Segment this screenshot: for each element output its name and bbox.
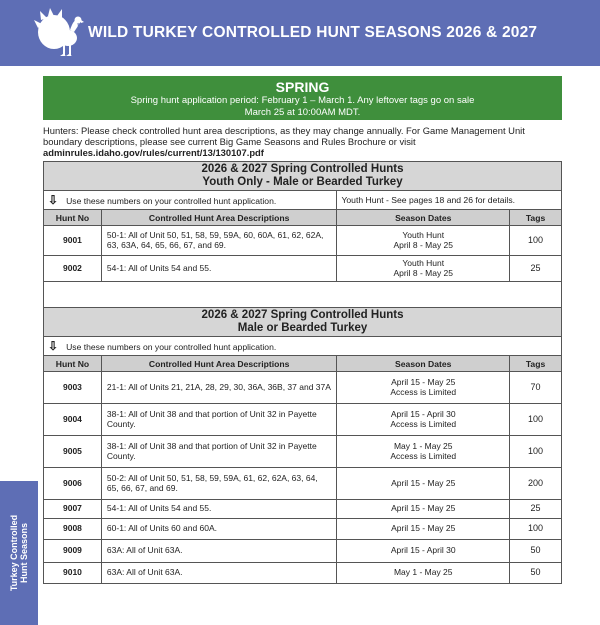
col-area: Controlled Hunt Area Descriptions <box>101 210 337 226</box>
season-dates: April 15 - April 30 <box>337 540 510 563</box>
access-note: Access is Limited <box>390 386 457 397</box>
season-range: April 15 - May 25 <box>391 376 456 387</box>
hunter-notice <box>43 125 562 159</box>
instruction-row <box>44 191 562 210</box>
table-subtitle: Youth Only - Male or Bearded Turkey <box>202 176 403 188</box>
area-description: 63A: All of Unit 63A. <box>101 540 337 563</box>
leftover-tags-sale: March 25 at 10:00AM MDT. <box>244 106 361 118</box>
rules-link[interactable]: adminrules.idaho.gov/rules/current/13/130107.pdf <box>43 147 264 159</box>
col-dates: Season Dates <box>337 356 510 372</box>
tag-count: 100 <box>510 519 562 540</box>
hunt-number: 9008 <box>44 519 102 540</box>
col-tags: Tags <box>510 210 562 226</box>
spring-heading: SPRING <box>275 79 330 95</box>
season-range: May 1 - May 25 <box>393 440 453 451</box>
table-row <box>44 226 562 256</box>
table-title: 2026 & 2027 Spring Controlled Hunts <box>201 309 404 321</box>
table-title: 2026 & 2027 Spring Controlled Hunts <box>201 163 404 175</box>
table-subtitle: Male or Bearded Turkey <box>237 322 368 334</box>
season-label: Youth Hunt <box>402 257 445 268</box>
instruction-row <box>44 337 562 356</box>
area-description: 38-1: All of Unit 38 and that portion of Unit 32 in Payette County. <box>101 436 337 468</box>
season-dates: April 15 - May 25 <box>337 468 510 500</box>
tag-count: 100 <box>510 404 562 436</box>
hunt-number: 9001 <box>44 226 102 256</box>
hunt-number: 9002 <box>44 256 102 282</box>
season-dates <box>337 226 510 256</box>
season-dates <box>337 436 510 468</box>
col-area: Controlled Hunt Area Descriptions <box>101 356 337 372</box>
season-range: April 8 - May 25 <box>393 267 454 278</box>
table-spacer <box>43 280 562 307</box>
hunt-number: 9006 <box>44 468 102 500</box>
table-row <box>44 500 562 519</box>
section-side-tab <box>0 481 38 625</box>
col-hunt-no: Hunt No <box>44 356 102 372</box>
hunt-number: 9005 <box>44 436 102 468</box>
hunt-number: 9009 <box>44 540 102 563</box>
table-row <box>44 519 562 540</box>
hunt-number: 9004 <box>44 404 102 436</box>
side-tab-label <box>9 488 29 618</box>
table-row <box>44 540 562 563</box>
application-period: Spring hunt application period: February 1 – March 1. Any leftover tags go on sale <box>130 95 475 106</box>
season-dates: April 15 - May 25 <box>337 519 510 540</box>
area-description: 21-1: All of Units 21, 21A, 28, 29, 30, 36A, 36B, 37 and 37A <box>101 372 337 404</box>
season-dates <box>337 372 510 404</box>
tag-count: 25 <box>510 256 562 282</box>
hunt-number: 9010 <box>44 563 102 584</box>
table-row <box>44 563 562 584</box>
season-range: April 8 - May 25 <box>393 239 454 250</box>
season-range: April 15 - April 30 <box>390 408 456 419</box>
table-row <box>44 372 562 404</box>
tag-count: 70 <box>510 372 562 404</box>
table-row <box>44 468 562 500</box>
page-header <box>0 0 600 66</box>
table-row <box>44 436 562 468</box>
tag-count: 50 <box>510 540 562 563</box>
table-row <box>44 404 562 436</box>
side-tab-line1: Turkey Controlled <box>9 514 19 592</box>
season-dates: May 1 - May 25 <box>337 563 510 584</box>
tag-count: 50 <box>510 563 562 584</box>
table-row <box>44 256 562 282</box>
column-header-row <box>44 356 562 372</box>
access-note: Access is Limited <box>390 450 457 461</box>
turkey-icon <box>32 8 84 60</box>
area-description: 54-1: All of Units 54 and 55. <box>101 256 337 282</box>
area-description: 50-2: All of Unit 50, 51, 58, 59, 59A, 61, 62, 62A, 63, 64, 65, 66, 67, and 69. <box>101 468 337 500</box>
col-tags: Tags <box>510 356 562 372</box>
area-description: 50-1: All of Unit 50, 51, 58, 59, 59A, 60, 60A, 61, 62, 62A, 63, 63A, 64, 65, 66, 67, and 69. <box>101 226 337 256</box>
spring-banner <box>43 76 562 120</box>
hunt-number: 9003 <box>44 372 102 404</box>
tag-count: 100 <box>510 226 562 256</box>
col-hunt-no: Hunt No <box>44 210 102 226</box>
hunt-number: 9007 <box>44 500 102 519</box>
season-dates <box>337 404 510 436</box>
tag-count: 100 <box>510 436 562 468</box>
youth-hunts-table <box>43 161 562 282</box>
season-label: Youth Hunt <box>402 229 445 240</box>
table-caption <box>44 162 562 191</box>
use-numbers-text: Use these numbers on your controlled hunt application. <box>66 342 277 352</box>
column-header-row <box>44 210 562 226</box>
page-title: WILD TURKEY CONTROLLED HUNT SEASONS 2026 & 2027 <box>88 24 538 41</box>
tag-count: 200 <box>510 468 562 500</box>
arrow-down-icon: ⇩ <box>48 339 59 353</box>
youth-hunt-note: Youth Hunt - See pages 18 and 26 for details. <box>337 191 562 210</box>
area-description: 38-1: All of Unit 38 and that portion of Unit 32 in Payette County. <box>101 404 337 436</box>
notice-text: Hunters: Please check controlled hunt area descriptions, as they may change annually. For Game Management Unit boundary descriptions, please see current Big Game Seasons and Rules Brochure or visit <box>43 125 525 148</box>
general-hunts-table <box>43 307 562 584</box>
area-description: 54-1: All of Units 54 and 55. <box>101 500 337 519</box>
area-description: 63A: All of Unit 63A. <box>101 563 337 584</box>
tag-count: 25 <box>510 500 562 519</box>
access-note: Access is Limited <box>390 418 457 429</box>
season-dates: April 15 - May 25 <box>337 500 510 519</box>
area-description: 60-1: All of Units 60 and 60A. <box>101 519 337 540</box>
arrow-down-icon: ⇩ <box>48 193 59 207</box>
use-numbers-text: Use these numbers on your controlled hunt application. <box>66 196 277 206</box>
season-dates <box>337 256 510 282</box>
side-tab-line2: Hunt Seasons <box>19 523 29 584</box>
col-dates: Season Dates <box>337 210 510 226</box>
table-caption <box>44 308 562 337</box>
